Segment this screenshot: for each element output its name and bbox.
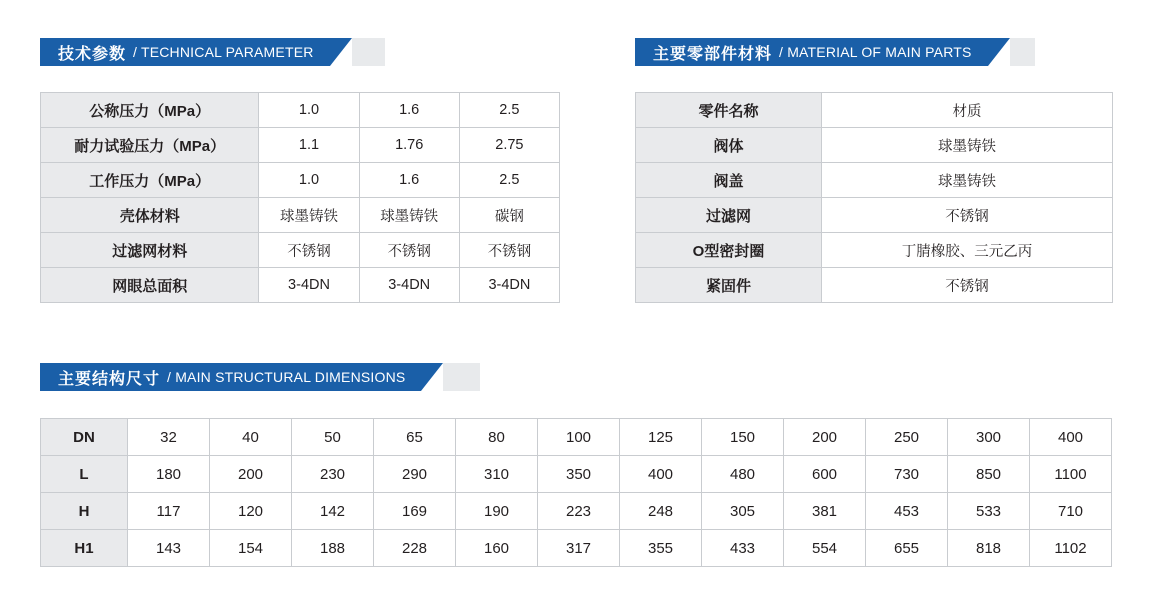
table-cell: 200: [784, 419, 866, 456]
table-cell: 290: [374, 456, 456, 493]
table-cell: 400: [1030, 419, 1112, 456]
section-header-dimensions-title-en: / MAIN STRUCTURAL DIMENSIONS: [167, 369, 406, 385]
section-header-technical-tail: [352, 38, 385, 66]
table-cell: 305: [702, 493, 784, 530]
table-cell: 188: [292, 530, 374, 567]
table-cell: 3-4DN: [459, 268, 559, 303]
table-row: [636, 198, 1113, 233]
table-cell: 850: [948, 456, 1030, 493]
row-label: 耐力试验压力（MPa）: [41, 128, 259, 163]
row-label: 过滤网: [636, 198, 822, 233]
table-cell: 143: [128, 530, 210, 567]
row-label: H: [41, 493, 128, 530]
table-cell: 2.5: [459, 93, 559, 128]
table-cell: 不锈钢: [822, 268, 1113, 303]
table-cell: 433: [702, 530, 784, 567]
table-cell: 球墨铸铁: [822, 128, 1113, 163]
table-row: [636, 233, 1113, 268]
table-row: [41, 530, 1112, 567]
table-cell: 190: [456, 493, 538, 530]
section-header-technical-title-cn: 技术参数: [58, 45, 127, 63]
material-parts-table: [635, 92, 1113, 303]
section-header-technical-bar: [40, 38, 330, 66]
table-cell: 丁腈橡胶、三元乙丙: [822, 233, 1113, 268]
table-cell: 355: [620, 530, 702, 567]
section-header-dimensions-title-cn: 主要结构尺寸: [58, 370, 161, 388]
section-header-dimensions-bar: [40, 363, 421, 391]
table-cell: 400: [620, 456, 702, 493]
table-cell: 1102: [1030, 530, 1112, 567]
table-cell: 228: [374, 530, 456, 567]
table-cell: 730: [866, 456, 948, 493]
technical-parameter-table: [40, 92, 560, 303]
table-cell: 不锈钢: [259, 233, 359, 268]
section-header-material-title-en: / MATERIAL OF MAIN PARTS: [779, 44, 972, 60]
table-cell: 32: [128, 419, 210, 456]
table-cell: 554: [784, 530, 866, 567]
table-cell: 142: [292, 493, 374, 530]
table-cell: 3-4DN: [359, 268, 459, 303]
table-cell: 1.1: [259, 128, 359, 163]
table-cell: 球墨铸铁: [359, 198, 459, 233]
table-row: [41, 456, 1112, 493]
row-label: 阀盖: [636, 163, 822, 198]
table-row: [41, 128, 560, 163]
table-cell: 200: [210, 456, 292, 493]
table-cell: 300: [948, 419, 1030, 456]
table-cell: 160: [456, 530, 538, 567]
table-cell: 453: [866, 493, 948, 530]
section-header-technical: [40, 38, 385, 66]
table-cell: 1.6: [359, 163, 459, 198]
table-cell: 381: [784, 493, 866, 530]
table-cell: 480: [702, 456, 784, 493]
table-cell: 50: [292, 419, 374, 456]
table-cell: 818: [948, 530, 1030, 567]
table-row: [41, 268, 560, 303]
section-header-dimensions-tail: [443, 363, 480, 391]
table-cell: 317: [538, 530, 620, 567]
table-cell: 1100: [1030, 456, 1112, 493]
table-cell: 154: [210, 530, 292, 567]
row-label: 壳体材料: [41, 198, 259, 233]
table-cell: 600: [784, 456, 866, 493]
row-label: 零件名称: [636, 93, 822, 128]
section-header-material-tail: [1010, 38, 1035, 66]
table-cell: 230: [292, 456, 374, 493]
table-cell: 533: [948, 493, 1030, 530]
table-cell: 710: [1030, 493, 1112, 530]
table-cell: 1.0: [259, 163, 359, 198]
table-cell: 2.75: [459, 128, 559, 163]
table-row: [41, 198, 560, 233]
table-cell: 65: [374, 419, 456, 456]
table-cell: 40: [210, 419, 292, 456]
table-cell: 1.76: [359, 128, 459, 163]
row-label: 公称压力（MPa）: [41, 93, 259, 128]
section-header-material: [635, 38, 1035, 66]
table-row: [41, 93, 560, 128]
table-row: [41, 493, 1112, 530]
row-label: DN: [41, 419, 128, 456]
row-label: 过滤网材料: [41, 233, 259, 268]
table-row: [41, 233, 560, 268]
row-label: L: [41, 456, 128, 493]
table-cell: 1.6: [359, 93, 459, 128]
table-cell: 不锈钢: [359, 233, 459, 268]
section-header-dimensions: [40, 363, 480, 391]
table-cell: 117: [128, 493, 210, 530]
section-header-material-bar: [635, 38, 988, 66]
table-cell: 不锈钢: [822, 198, 1113, 233]
table-cell: 169: [374, 493, 456, 530]
table-row: [636, 93, 1113, 128]
table-cell: 248: [620, 493, 702, 530]
table-row: [636, 268, 1113, 303]
table-cell: 100: [538, 419, 620, 456]
table-cell: 223: [538, 493, 620, 530]
table-row: [41, 419, 1112, 456]
row-label: O型密封圈: [636, 233, 822, 268]
table-cell: 3-4DN: [259, 268, 359, 303]
row-label: 网眼总面积: [41, 268, 259, 303]
table-cell: 250: [866, 419, 948, 456]
table-row: [41, 163, 560, 198]
table-cell: 125: [620, 419, 702, 456]
section-header-material-title-cn: 主要零部件材料: [653, 45, 773, 63]
row-label: 工作压力（MPa）: [41, 163, 259, 198]
table-row: [636, 163, 1113, 198]
table-cell: 80: [456, 419, 538, 456]
structural-dimensions-table: [40, 418, 1112, 567]
table-cell: 655: [866, 530, 948, 567]
table-cell: 310: [456, 456, 538, 493]
row-label: 阀体: [636, 128, 822, 163]
table-cell: 2.5: [459, 163, 559, 198]
row-label: H1: [41, 530, 128, 567]
table-cell: 350: [538, 456, 620, 493]
table-cell: 球墨铸铁: [822, 163, 1113, 198]
table-cell: 120: [210, 493, 292, 530]
section-header-technical-title-en: / TECHNICAL PARAMETER: [133, 44, 314, 60]
table-cell: 1.0: [259, 93, 359, 128]
table-cell: 球墨铸铁: [259, 198, 359, 233]
row-label: 紧固件: [636, 268, 822, 303]
table-cell: 150: [702, 419, 784, 456]
table-row: [636, 128, 1113, 163]
table-cell: 不锈钢: [459, 233, 559, 268]
table-cell: 材质: [822, 93, 1113, 128]
table-cell: 碳钢: [459, 198, 559, 233]
table-cell: 180: [128, 456, 210, 493]
